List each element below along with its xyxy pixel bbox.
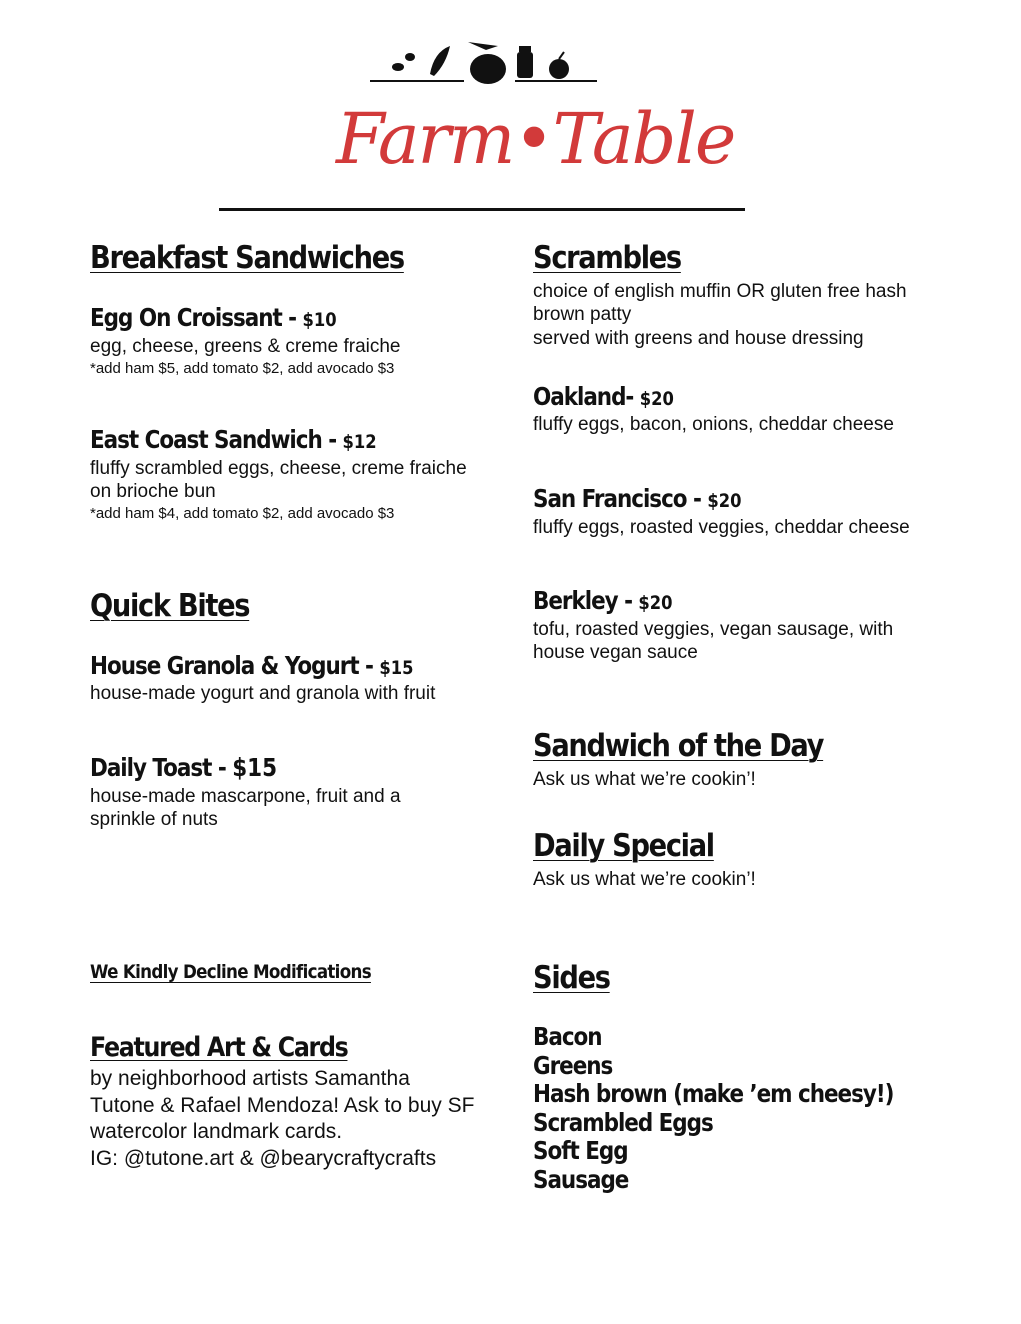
- restaurant-title: Farm•Table: [336, 98, 735, 180]
- art-line: by neighborhood artists Samantha: [90, 1067, 410, 1090]
- section-description: Ask us what we’re cookin’!: [533, 869, 756, 890]
- section-heading-sides: Sides: [533, 960, 610, 996]
- item-name: Daily Toast - $15: [90, 753, 278, 782]
- item-note: *add ham $5, add tomato $2, add avocado $3: [90, 360, 395, 377]
- side-item: Sausage: [533, 1164, 629, 1194]
- item-name: House Granola & Yogurt - $15: [90, 651, 414, 680]
- section-description: served with greens and house dressing: [533, 328, 864, 349]
- farm-produce-icons: [368, 34, 600, 86]
- section-heading-quick-bites: Quick Bites: [90, 588, 250, 624]
- section-description: brown patty: [533, 304, 632, 325]
- art-line: watercolor landmark cards.: [90, 1120, 343, 1143]
- side-item: Greens: [533, 1050, 613, 1080]
- item-description: on brioche bun: [90, 481, 216, 502]
- section-heading-breakfast: Breakfast Sandwiches: [90, 240, 404, 276]
- art-line: Tutone & Rafael Mendoza! Ask to buy SF: [90, 1094, 475, 1117]
- item-name: Egg On Croissant - $10: [90, 303, 337, 332]
- item-description: sprinkle of nuts: [90, 809, 218, 830]
- section-heading-art: Featured Art & Cards: [90, 1032, 348, 1063]
- jar-icon: [517, 52, 533, 78]
- item-description: house-made yogurt and granola with fruit: [90, 683, 436, 704]
- item-name: Berkley - $20: [533, 586, 673, 615]
- section-description: choice of english muffin OR gluten free hash: [533, 281, 907, 302]
- corn-icon: [430, 46, 450, 76]
- side-item: Bacon: [533, 1022, 602, 1051]
- section-heading-daily-special: Daily Special: [533, 828, 714, 864]
- side-item: Hash brown (make ’em cheesy!): [533, 1079, 894, 1108]
- item-name: Oakland- $20: [533, 382, 674, 411]
- sides-list: [533, 1023, 952, 1194]
- apple-icon: [549, 59, 569, 79]
- item-description: fluffy eggs, roasted veggies, cheddar cheese: [533, 517, 910, 538]
- header-divider: [219, 208, 745, 211]
- art-line: IG: @tutone.art & @bearycraftycrafts: [90, 1147, 437, 1170]
- section-description: Ask us what we’re cookin’!: [533, 769, 756, 790]
- item-description: tofu, roasted veggies, vegan sausage, with: [533, 619, 894, 640]
- item-description: house vegan sauce: [533, 642, 698, 663]
- item-note: *add ham $4, add tomato $2, add avocado $3: [90, 505, 395, 522]
- section-heading-sandwich-of-the-day: Sandwich of the Day: [533, 728, 824, 764]
- carrot-icon: [468, 42, 498, 50]
- side-item: Soft Egg: [533, 1136, 628, 1165]
- pumpkin-icon: [470, 54, 506, 84]
- modifications-notice: We Kindly Decline Modifications: [90, 961, 371, 983]
- side-item: Scrambled Eggs: [533, 1107, 713, 1137]
- item-description: house-made mascarpone, fruit and a: [90, 786, 401, 807]
- item-description: fluffy eggs, bacon, onions, cheddar cheese: [533, 414, 894, 435]
- item-name: San Francisco - $20: [533, 484, 742, 513]
- item-description: egg, cheese, greens & creme fraiche: [90, 336, 401, 357]
- section-heading-scrambles: Scrambles: [533, 240, 681, 276]
- item-description: fluffy scrambled eggs, cheese, creme fraiche: [90, 458, 467, 479]
- bean-icon: [392, 63, 404, 71]
- item-name: East Coast Sandwich - $12: [90, 425, 377, 454]
